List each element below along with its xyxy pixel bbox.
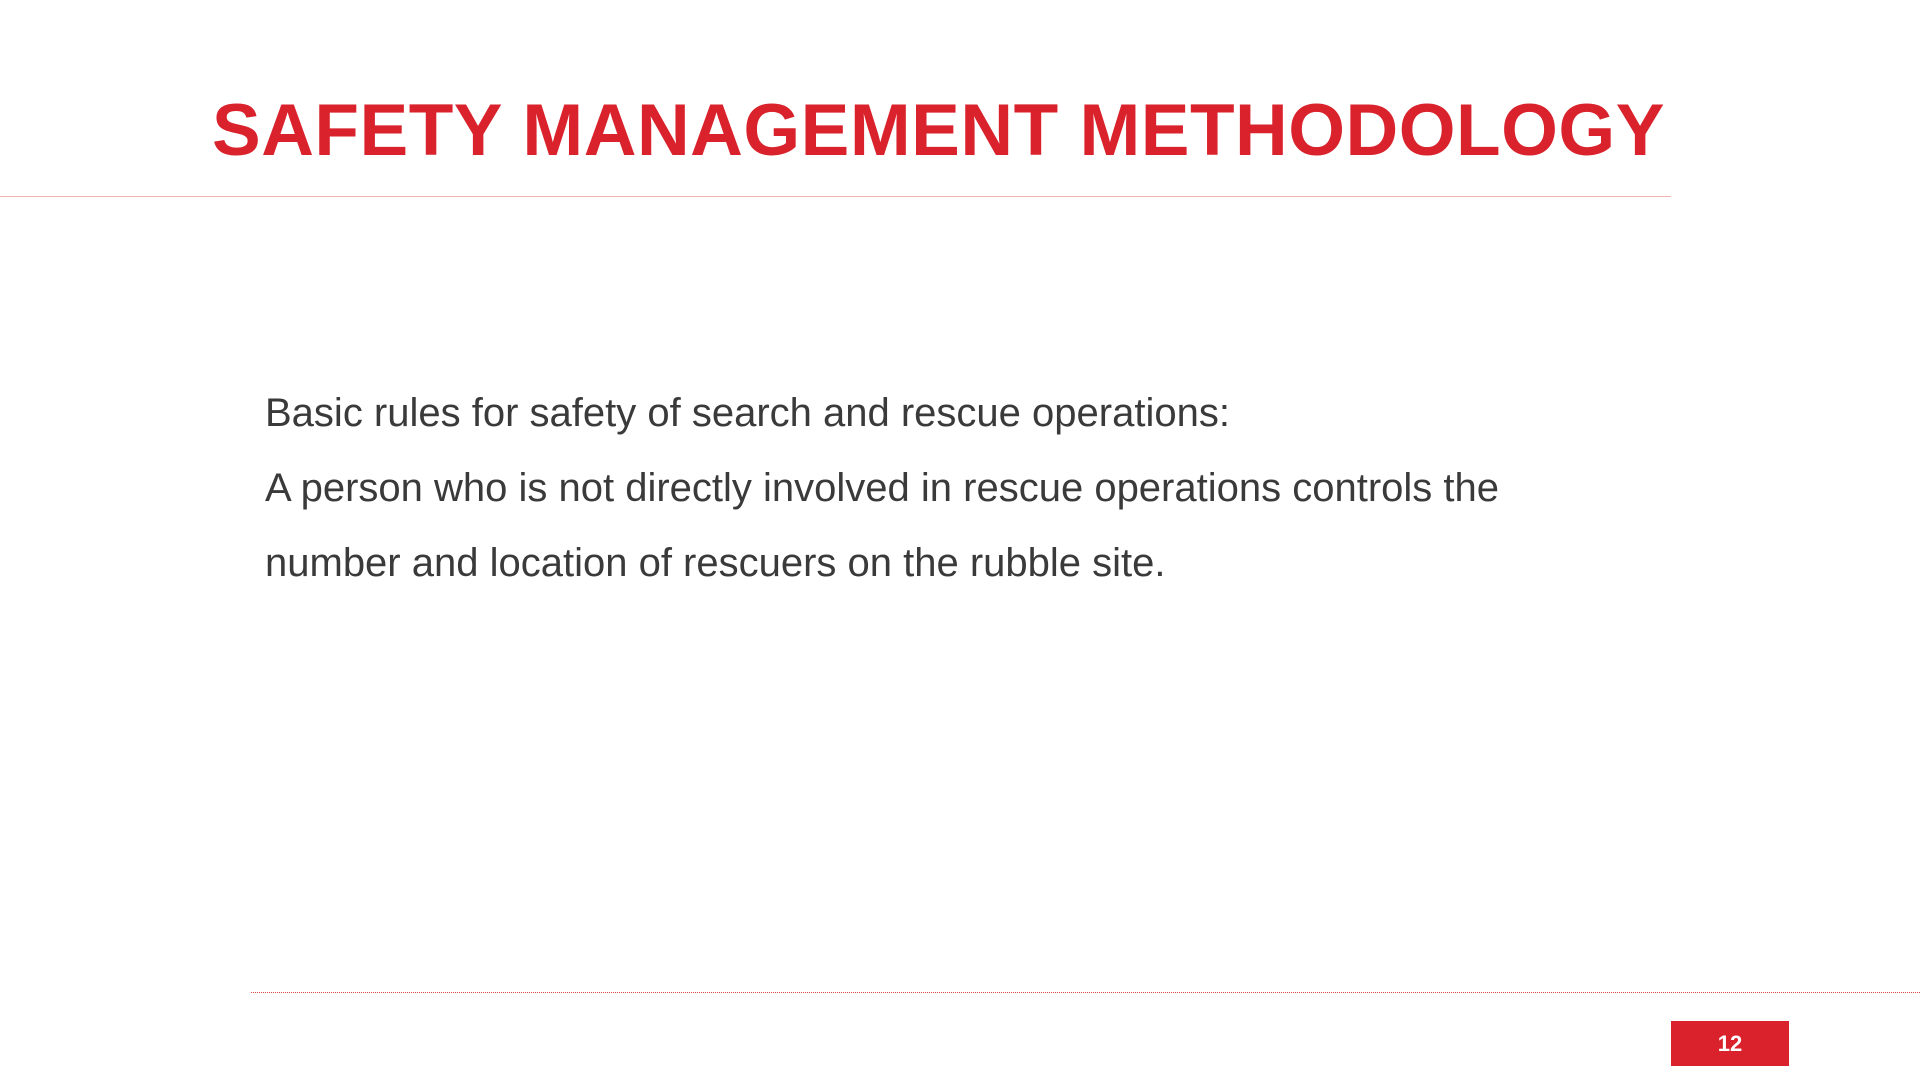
body-line-1: Basic rules for safety of search and rescue operations:: [265, 391, 1230, 435]
body-line-2: A person who is not directly involved in rescue operations controls the: [265, 466, 1500, 510]
slide-body: [265, 376, 1665, 601]
slide-title: SAFETY MANAGEMENT METHODOLOGY: [212, 90, 1665, 171]
body-line-3: number and location of rescuers on the rubble site.: [265, 541, 1166, 585]
title-divider: [0, 196, 1671, 197]
page-number-badge: 12: [1671, 1021, 1789, 1066]
footer-divider: [251, 992, 1920, 993]
